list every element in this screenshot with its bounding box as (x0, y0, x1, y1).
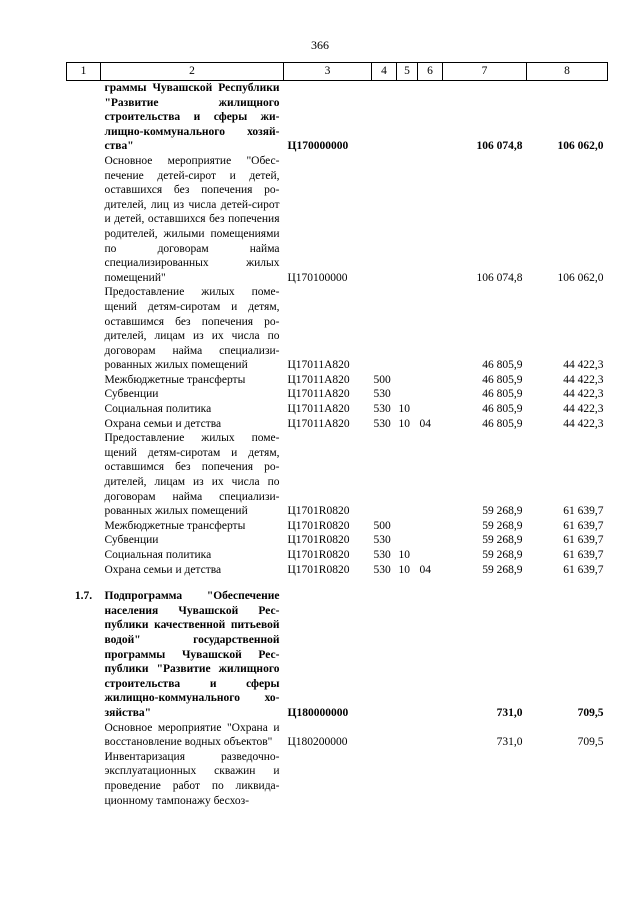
row-rz (397, 387, 418, 402)
column-header-7: 7 (443, 63, 527, 81)
column-header-8: 8 (527, 63, 608, 81)
row-name: Инвентаризация разведочно-эксплуатационных скважин и проведение работ по ликвидационному тампонажу бесхоз- (104, 750, 280, 807)
column-header-3: 3 (284, 63, 372, 81)
row-code (284, 750, 372, 808)
table-row (67, 402, 608, 417)
row-name: Социальная политика (104, 549, 212, 561)
row-vr: 530 (373, 563, 391, 576)
row-number (67, 154, 101, 285)
row-spacer (67, 577, 608, 589)
row-number (67, 387, 101, 402)
row-amount-2: 44 422,3 (563, 373, 604, 386)
row-name: Основное мероприятие "Обеспечение детей-сирот и детей, оставшихся без попечения родителей, лиц из числа детей-сирот и детей, оставшихся без попечения родителей, жилыми помещениями по договорам найма специализированных жилых помещений" (104, 154, 280, 284)
row-code: Ц17011А820 (287, 388, 350, 401)
row-vr: 530 (373, 534, 391, 547)
row-amount-1: 106 074,8 (476, 140, 523, 153)
row-amount-2 (527, 750, 608, 808)
row-pr: 04 (419, 417, 431, 430)
row-code: Ц17011А820 (287, 403, 350, 416)
row-pr (418, 402, 443, 417)
column-header-1: 1 (67, 63, 101, 81)
row-pr (418, 750, 443, 808)
row-code: Ц17011А820 (287, 417, 350, 430)
row-pr (418, 589, 443, 720)
row-vr: 530 (373, 549, 391, 561)
row-number (67, 417, 101, 432)
row-number (67, 81, 101, 154)
row-code: Ц170000000 (287, 140, 349, 153)
row-rz (397, 519, 418, 534)
row-name: Основное мероприятие "Охрана и восстановление водных объектов" (104, 721, 280, 749)
table-body (67, 81, 608, 809)
row-vr: 530 (373, 388, 391, 401)
row-amount-1: 731,0 (496, 736, 523, 749)
row-pr (418, 373, 443, 388)
row-code: Ц180000000 (287, 706, 349, 719)
row-number (67, 431, 101, 519)
row-vr: 500 (373, 519, 391, 532)
row-code: Ц17011А820 (287, 373, 350, 386)
table-row (67, 285, 608, 373)
row-name: Охрана семьи и детства (104, 417, 222, 430)
row-pr (418, 533, 443, 548)
row-name: Предоставление жилых помещений детям-сиротам и детям, оставшимся без попечения родителей, лицам из их числа по договорам найма специализированных жилых помещений (104, 286, 280, 372)
page-number: 366 (311, 38, 329, 52)
row-amount-2: 106 062,0 (557, 271, 604, 284)
row-rz (397, 721, 418, 750)
row-number (67, 533, 101, 548)
row-rz (397, 154, 418, 285)
row-rz (397, 285, 418, 373)
row-amount-2: 106 062,0 (557, 140, 604, 153)
table-row (67, 750, 608, 808)
row-rz (397, 431, 418, 519)
row-pr (418, 431, 443, 519)
row-code: Ц1701R0820 (287, 505, 350, 518)
row-amount-1: 46 805,9 (482, 359, 523, 372)
row-rz: 10 (398, 417, 410, 430)
row-code: Ц180200000 (287, 736, 348, 749)
row-code: Ц1701R0820 (287, 563, 350, 576)
row-rz (397, 373, 418, 388)
column-header-6: 6 (418, 63, 443, 81)
header-row (67, 63, 608, 81)
row-amount-1: 59 268,9 (482, 534, 523, 547)
row-vr (372, 285, 397, 373)
row-code: Ц1701R0820 (287, 534, 350, 547)
row-amount-2: 709,5 (577, 736, 604, 749)
row-amount-1: 46 805,9 (482, 388, 523, 401)
row-vr (372, 431, 397, 519)
row-number (67, 721, 101, 750)
row-amount-2: 44 422,3 (563, 417, 604, 430)
row-amount-2: 44 422,3 (563, 403, 604, 416)
row-rz: 10 (398, 563, 410, 576)
row-pr (418, 81, 443, 154)
row-name: Предоставление жилых помещений детям-сиротам и детям, оставшимся без попечения родителей, лицам из их числа по договорам найма специализированных жилых помещений (104, 432, 280, 518)
row-amount-1: 106 074,8 (476, 271, 523, 284)
row-name: Социальная политика (104, 403, 212, 416)
row-pr (418, 154, 443, 285)
row-amount-2: 44 422,3 (563, 388, 604, 401)
row-vr (372, 721, 397, 750)
table-row (67, 81, 608, 154)
row-code: Ц170100000 (287, 271, 348, 284)
row-vr: 530 (373, 417, 391, 430)
row-amount-2: 61 639,7 (563, 549, 604, 561)
row-name: Охрана семьи и детства (104, 563, 222, 576)
row-name: Субвенции (104, 534, 159, 547)
row-amount-2: 61 639,7 (563, 519, 604, 532)
table-row (67, 577, 608, 589)
table-row (67, 431, 608, 519)
column-header-2: 2 (101, 63, 284, 81)
table-row (67, 721, 608, 750)
row-number (67, 563, 101, 578)
row-vr (372, 154, 397, 285)
column-header-5: 5 (397, 63, 418, 81)
row-pr (418, 721, 443, 750)
table-row (67, 373, 608, 388)
table-row (67, 387, 608, 402)
row-amount-1: 59 268,9 (482, 505, 523, 518)
row-vr (372, 750, 397, 808)
row-vr: 500 (373, 373, 391, 386)
row-number (67, 750, 101, 808)
row-code: Ц1701R0820 (287, 549, 350, 561)
row-vr (372, 81, 397, 154)
row-code: Ц1701R0820 (287, 519, 350, 532)
row-rz: 10 (398, 403, 410, 416)
row-rz: 10 (398, 549, 410, 561)
table-row (67, 533, 608, 548)
row-amount-1: 59 268,9 (482, 549, 523, 561)
row-amount-1: 46 805,9 (482, 373, 523, 386)
row-amount-1: 46 805,9 (482, 403, 523, 416)
row-amount-1: 46 805,9 (482, 417, 523, 430)
row-number (67, 373, 101, 388)
table-row (67, 417, 608, 432)
column-header-4: 4 (372, 63, 397, 81)
budget-table (66, 62, 608, 808)
row-number (67, 285, 101, 373)
row-code: Ц17011А820 (287, 359, 350, 372)
table-row (67, 154, 608, 285)
table-row (67, 548, 608, 563)
row-name: граммы Чувашской Республики "Развитие жилищного строительства и сферы жилищно-коммунального хозяйства" (104, 82, 280, 153)
row-number: 1.7. (74, 590, 93, 603)
row-pr (418, 548, 443, 563)
row-name: Субвенции (104, 388, 159, 401)
row-pr (418, 519, 443, 534)
table-row (67, 519, 608, 534)
row-name: Подпрограмма "Обеспечение населения Чувашской Республики качественной питьевой водой" государственной программы Чувашской Республики "Развитие жилищного строительства и сферы жилищно-коммунального хозяйства" (104, 590, 280, 719)
row-amount-2: 44 422,3 (563, 359, 604, 372)
row-pr (418, 285, 443, 373)
row-rz (397, 533, 418, 548)
row-number (67, 548, 101, 563)
row-amount-2: 61 639,7 (563, 534, 604, 547)
row-amount-1: 59 268,9 (482, 563, 523, 576)
row-number (67, 402, 101, 417)
row-amount-1 (443, 750, 527, 808)
row-amount-2: 709,5 (577, 706, 604, 719)
table-row (67, 589, 608, 720)
row-rz (397, 589, 418, 720)
row-amount-1: 59 268,9 (482, 519, 523, 532)
row-pr (418, 387, 443, 402)
row-amount-2: 61 639,7 (563, 505, 604, 518)
table-row (67, 563, 608, 578)
table-header (67, 63, 608, 81)
row-rz (397, 750, 418, 808)
row-pr: 04 (419, 563, 431, 576)
row-vr: 530 (373, 403, 391, 416)
row-amount-1: 731,0 (496, 706, 523, 719)
row-vr (372, 589, 397, 720)
row-number (67, 519, 101, 534)
row-rz (397, 81, 418, 154)
row-amount-2: 61 639,7 (563, 563, 604, 576)
row-name: Межбюджетные трансферты (104, 373, 246, 386)
row-name: Межбюджетные трансферты (104, 519, 246, 532)
